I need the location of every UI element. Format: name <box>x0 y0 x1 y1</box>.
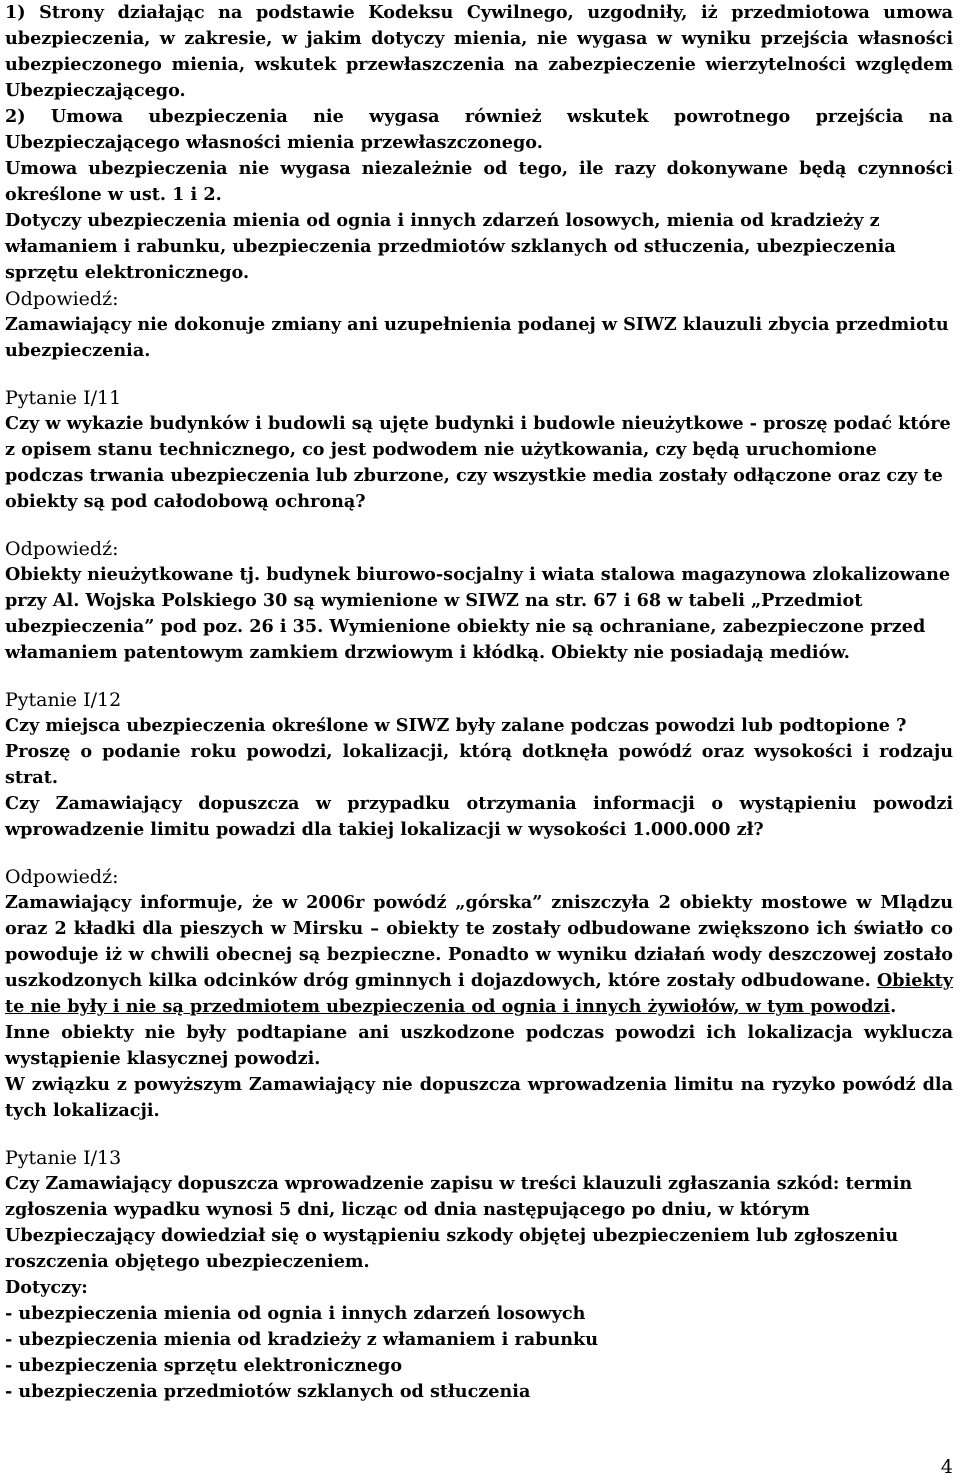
applies-list-item: - ubezpieczenia mienia od kradzieży z włamaniem i rabunku <box>5 1329 599 1350</box>
intro-section <box>5 0 953 364</box>
answer-text-1-end: . <box>890 996 897 1017</box>
answer-text: Zamawiający nie dokonuje zmiany ani uzupełnienia podanej w SIWZ klauzuli zbycia przedmiotu ubezpieczenia. <box>5 314 949 361</box>
applies-list-item: - ubezpieczenia sprzętu elektronicznego <box>5 1355 403 1376</box>
question-text: Czy Zamawiający dopuszcza wprowadzenie zapisu w treści klauzuli zgłaszania szkód: termin zgłoszenia wypadku wynosi 5 dni, licząc od dnia następującego po dniu, w którym Ubezpieczający dowiedział się o wystąpieniu szkody objętej ubezpieczeniem lub zgłoszeniu roszczenia objętego ubezpieczeniem. <box>5 1173 913 1272</box>
question-text: Czy w wykazie budynków i budowli są ujęte budynki i budowle nieużytkowe - proszę podać które z opisem stanu technicznego, co jest podwodem nie użytkowania, czy będą uruchomione podczas trwania ubezpieczenia lub zburzone, czy wszystkie media zostały odłączone oraz czy te obiekty są pod całodobową ochroną? <box>5 413 951 512</box>
question-section-12 <box>5 687 953 1124</box>
answer-underlined-text: Obiekty te nie były i nie są przedmiotem ubezpieczenia od ognia i innych żywiołów, w tym powodzi <box>5 970 953 1017</box>
answer-label: Odpowiedź: <box>5 538 119 560</box>
clause-paragraph-3: Umowa ubezpieczenia nie wygasa niezależnie od tego, ile razy dokonywane będą czynności określone w ust. 1 i 2. <box>5 158 953 205</box>
answer-text-3: W związku z powyższym Zamawiający nie dopuszcza wprowadzenia limitu na ryzyko powódź dla tych lokalizacji. <box>5 1074 953 1121</box>
page-number: 4 <box>940 1456 953 1478</box>
answer-text: Obiekty nieużytkowane tj. budynek biurowo-socjalny i wiata stalowa magazynowa zlokalizowane przy Al. Wojska Polskiego 30 są wymienione w SIWZ na str. 67 i 68 w tabeli „Przedmiot ubezpieczenia” pod poz. 26 i 35. Wymienione obiekty nie są ochraniane, zabezpieczone przed włamaniem patentowym zamkiem drzwiowym i kłódką. Obiekty nie posiadają mediów. <box>5 564 951 663</box>
answer-text-1 <box>5 890 953 1020</box>
question-heading: Pytanie I/13 <box>5 1147 122 1169</box>
question-section-13 <box>5 1145 953 1405</box>
answer-text-2: Inne obiekty nie były podtapiane ani uszkodzone podczas powodzi ich lokalizacja wyklucza wystąpienie klasycznej powodzi. <box>5 1022 953 1069</box>
question-text-2: Proszę o podanie roku powodzi, lokalizacji, którą dotknęła powódź oraz wysokości i rodzaju strat. <box>5 741 953 788</box>
question-heading: Pytanie I/11 <box>5 387 122 409</box>
answer-label: Odpowiedź: <box>5 288 119 310</box>
question-text-1: Czy miejsca ubezpieczenia określone w SIWZ były zalane podczas powodzi lub podtopione ? <box>5 715 907 736</box>
answer-label: Odpowiedź: <box>5 866 119 888</box>
applies-label: Dotyczy: <box>5 1277 88 1298</box>
clause-paragraph-2: 2) Umowa ubezpieczenia nie wygasa również wskutek powrotnego przejścia na Ubezpieczającego własności mienia przewłaszczonego. <box>5 106 953 153</box>
question-text-3: Czy Zamawiający dopuszcza w przypadku otrzymania informacji o wystąpieniu powodzi wprowadzenie limitu powadzi dla takiej lokalizacji w wysokości 1.000.000 zł? <box>5 793 953 840</box>
question-section-11 <box>5 385 953 666</box>
clause-paragraph-1: 1) Strony działając na podstawie Kodeksu Cywilnego, uzgodniły, iż przedmiotowa umowa ubezpieczenia, w zakresie, w jakim dotyczy mienia, nie wygasa w wyniku przejścia własności ubezpieczonego mienia, wskutek przewłaszczenia na zabezpieczenie wierzytelności względem Ubezpieczającego. <box>5 2 953 101</box>
question-heading: Pytanie I/12 <box>5 689 122 711</box>
clause-applies-to: Dotyczy ubezpieczenia mienia od ognia i innych zdarzeń losowych, mienia od kradzieży z włamaniem i rabunku, ubezpieczenia przedmiotów szklanych od stłuczenia, ubezpieczenia sprzętu elektronicznego. <box>5 210 896 283</box>
applies-list-item: - ubezpieczenia mienia od ognia i innych zdarzeń losowych <box>5 1303 586 1324</box>
answer-text-1-main: Zamawiający informuje, że w 2006r powódź „górska” zniszczyła 2 obiekty mostowe w Mlądzu oraz 2 kładki dla pieszych w Mirsku – obiekty te zostały odbudowane zwiększono ich światło co powoduje iż w chwili obecnej są bezpieczne. Ponadto w wyniku działań wody deszczowej zostało uszkodzonych kilka odcinków dróg gminnych i dojazdowych, które zostały odbudowane. <box>5 892 953 991</box>
applies-list-item: - ubezpieczenia przedmiotów szklanych od stłuczenia <box>5 1381 531 1402</box>
